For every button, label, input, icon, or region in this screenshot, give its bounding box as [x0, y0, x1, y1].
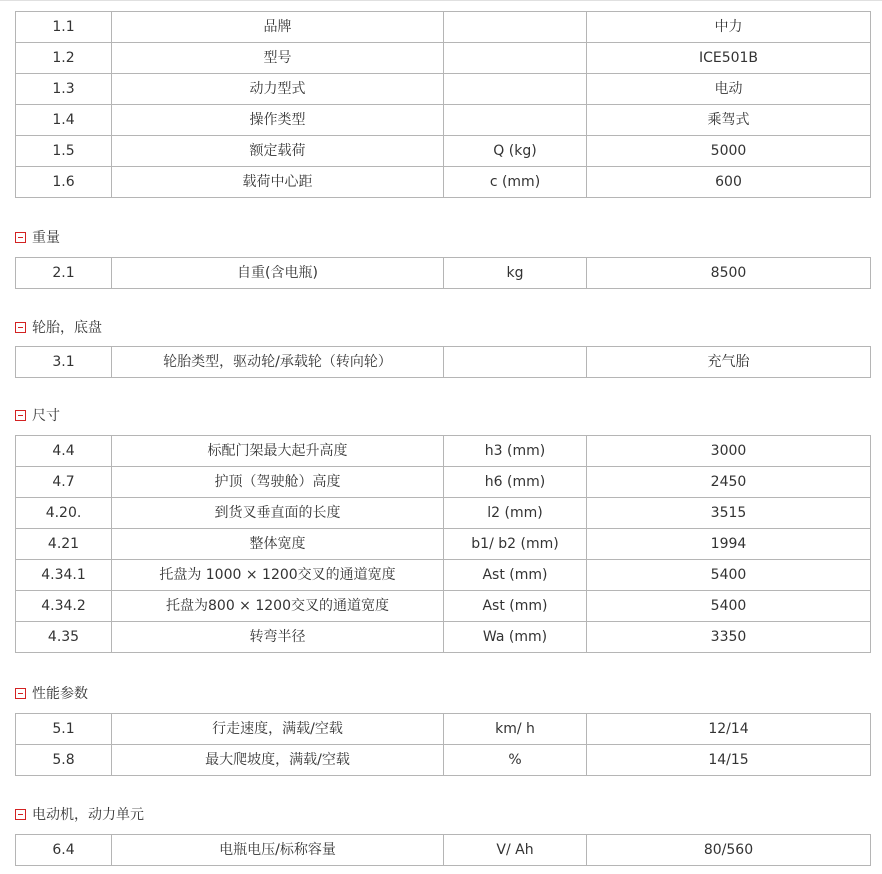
section-title: 电动机，动力单元 — [32, 807, 144, 823]
cell-value: 5400 — [587, 591, 871, 622]
cell-item-number: 4.21 — [16, 529, 112, 560]
cell-value: 8500 — [587, 258, 871, 289]
cell-parameter-name: 额定载荷 — [112, 136, 444, 167]
cell-value: 电动 — [587, 74, 871, 105]
collapse-minus-icon[interactable] — [15, 410, 26, 421]
cell-unit: Wa (mm) — [444, 622, 587, 653]
cell-item-number: 5.1 — [16, 714, 112, 745]
cell-item-number: 6.4 — [16, 835, 112, 866]
cell-parameter-name: 护顶（驾驶舱）高度 — [112, 467, 444, 498]
cell-item-number: 1.2 — [16, 43, 112, 74]
cell-value: 5400 — [587, 560, 871, 591]
cell-unit: l2 (mm) — [444, 498, 587, 529]
table-row — [16, 498, 871, 529]
cell-item-number: 1.1 — [16, 12, 112, 43]
collapse-minus-icon[interactable] — [15, 322, 26, 333]
section-header[interactable] — [15, 317, 102, 337]
cell-parameter-name: 到货叉垂直面的长度 — [112, 498, 444, 529]
cell-parameter-name: 动力型式 — [112, 74, 444, 105]
spec-table — [15, 346, 871, 378]
cell-value: 14/15 — [587, 745, 871, 776]
cell-parameter-name: 电瓶电压/标称容量 — [112, 835, 444, 866]
cell-parameter-name: 轮胎类型，驱动轮/承载轮（转向轮） — [112, 347, 444, 378]
cell-parameter-name: 托盘为 1000 × 1200交叉的通道宽度 — [112, 560, 444, 591]
section-header[interactable] — [15, 804, 144, 824]
cell-unit: h6 (mm) — [444, 467, 587, 498]
section-header[interactable] — [15, 683, 88, 703]
cell-item-number: 4.35 — [16, 622, 112, 653]
spec-table — [15, 713, 871, 776]
cell-unit: Q (kg) — [444, 136, 587, 167]
cell-item-number: 1.6 — [16, 167, 112, 198]
table-row — [16, 136, 871, 167]
spec-table — [15, 834, 871, 866]
table-row — [16, 74, 871, 105]
collapse-minus-icon[interactable] — [15, 688, 26, 699]
table-row — [16, 714, 871, 745]
collapse-minus-icon[interactable] — [15, 232, 26, 243]
cell-value: 3515 — [587, 498, 871, 529]
table-row — [16, 591, 871, 622]
cell-value: 3350 — [587, 622, 871, 653]
cell-parameter-name: 托盘为800 × 1200交叉的通道宽度 — [112, 591, 444, 622]
cell-parameter-name: 转弯半径 — [112, 622, 444, 653]
cell-item-number: 1.4 — [16, 105, 112, 136]
cell-unit: % — [444, 745, 587, 776]
section-title: 轮胎，底盘 — [32, 320, 102, 336]
section-title: 性能参数 — [32, 686, 88, 702]
cell-item-number: 4.34.2 — [16, 591, 112, 622]
cell-value: 充气胎 — [587, 347, 871, 378]
cell-unit: c (mm) — [444, 167, 587, 198]
cell-value: 乘驾式 — [587, 105, 871, 136]
table-row — [16, 105, 871, 136]
cell-item-number: 3.1 — [16, 347, 112, 378]
cell-unit: b1/ b2 (mm) — [444, 529, 587, 560]
cell-parameter-name: 品牌 — [112, 12, 444, 43]
spec-table — [15, 257, 871, 289]
cell-item-number: 2.1 — [16, 258, 112, 289]
cell-unit: Ast (mm) — [444, 591, 587, 622]
cell-item-number: 1.3 — [16, 74, 112, 105]
table-row — [16, 347, 871, 378]
table-row — [16, 12, 871, 43]
table-row — [16, 258, 871, 289]
cell-unit — [444, 12, 587, 43]
cell-unit: Ast (mm) — [444, 560, 587, 591]
cell-item-number: 4.7 — [16, 467, 112, 498]
table-row — [16, 529, 871, 560]
section-header[interactable] — [15, 227, 60, 247]
cell-value: 600 — [587, 167, 871, 198]
cell-item-number: 1.5 — [16, 136, 112, 167]
section-header[interactable] — [15, 405, 60, 425]
cell-parameter-name: 标配门架最大起升高度 — [112, 436, 444, 467]
table-row — [16, 43, 871, 74]
cell-unit: h3 (mm) — [444, 436, 587, 467]
cell-value: 12/14 — [587, 714, 871, 745]
cell-unit — [444, 74, 587, 105]
table-row — [16, 560, 871, 591]
cell-unit: kg — [444, 258, 587, 289]
table-row — [16, 167, 871, 198]
cell-parameter-name: 型号 — [112, 43, 444, 74]
cell-value: 3000 — [587, 436, 871, 467]
cell-item-number: 4.4 — [16, 436, 112, 467]
cell-value: 2450 — [587, 467, 871, 498]
table-row — [16, 835, 871, 866]
cell-unit: V/ Ah — [444, 835, 587, 866]
spec-table — [15, 435, 871, 653]
cell-unit — [444, 347, 587, 378]
cell-parameter-name: 自重(含电瓶) — [112, 258, 444, 289]
cell-parameter-name: 整体宽度 — [112, 529, 444, 560]
section-title: 尺寸 — [32, 408, 60, 424]
cell-unit — [444, 105, 587, 136]
cell-value: 5000 — [587, 136, 871, 167]
cell-value: ICE501B — [587, 43, 871, 74]
cell-parameter-name: 最大爬坡度，满载/空载 — [112, 745, 444, 776]
table-row — [16, 436, 871, 467]
cell-value: 中力 — [587, 12, 871, 43]
cell-item-number: 4.34.1 — [16, 560, 112, 591]
section-title: 重量 — [32, 230, 60, 246]
cell-parameter-name: 行走速度，满载/空载 — [112, 714, 444, 745]
top-divider — [0, 0, 882, 1]
spec-table — [15, 11, 871, 198]
cell-unit — [444, 43, 587, 74]
table-row — [16, 622, 871, 653]
cell-parameter-name: 载荷中心距 — [112, 167, 444, 198]
cell-value: 80/560 — [587, 835, 871, 866]
cell-item-number: 4.20. — [16, 498, 112, 529]
table-row — [16, 467, 871, 498]
table-row — [16, 745, 871, 776]
cell-parameter-name: 操作类型 — [112, 105, 444, 136]
cell-item-number: 5.8 — [16, 745, 112, 776]
collapse-minus-icon[interactable] — [15, 809, 26, 820]
cell-unit: km/ h — [444, 714, 587, 745]
cell-value: 1994 — [587, 529, 871, 560]
